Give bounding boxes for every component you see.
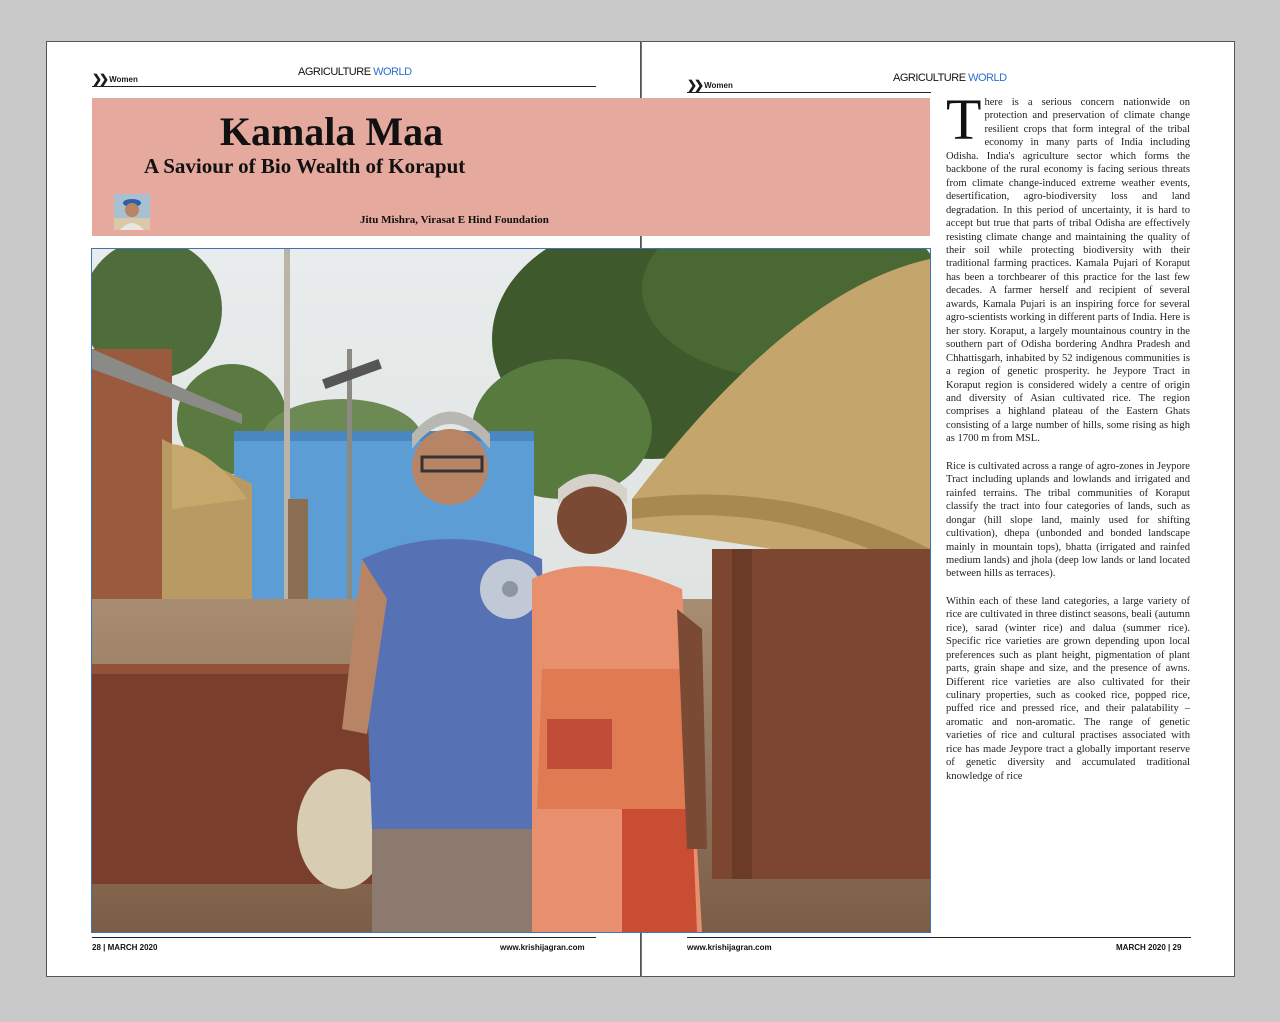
header-rule bbox=[92, 86, 596, 87]
article-title: Kamala Maa bbox=[219, 109, 444, 154]
right-page-number: MARCH 2020 | 29 bbox=[1116, 943, 1182, 952]
masthead-accent: WORLD bbox=[968, 72, 1007, 84]
paragraph: There is a serious concern nationwide on protection and preservation of climate change resilient crops that form integral of the tribal economy in many parts of India including Odisha. India's agriculture sector which forms the backbone of the rural economy is facing serious threats from climate change-induced extreme weather events, desertification, agro-biodiversity loss and land degradation. In this period of uncertainty, it is hard to accept but true that parts of tribal Odisha are effectively resisting climate change and maintaining the quality of their soil while protecting biodiversity with their traditional farming practices. Kamala Pujari of Koraput has been a torchbearer of this practice for the last few decades. A farmer herself and recipient of several awards, Kamala Pujari is an inspiring force for several agro-scientists working in different parts of India. Here is her story. Koraput, a largely mountainous country in the southern part of Odisha bordering Andhra Pradesh and Chhattisgarh, inhabited by 52 indigenous communities is a region of genetic prosperity. he Jeypore Tract in Koraput region is considered widely a centre of origin and diversity of Asian cultivated rice. The region comprises a highland plateau of the Eastern Ghats consisting of a large number of hills, some rising as high as 1700 m from MSL. bbox=[946, 87, 1190, 445]
article-photo bbox=[92, 249, 930, 932]
masthead bbox=[893, 72, 1007, 84]
paragraph: Rice is cultivated across a range of agro-zones in Jeypore Tract including uplands and lowlands and irrigated and rainfed terrains. The tribal communities of Koraput classify the tract into four categories of lands, such as dongar (hill slope land, mainly used for shifting cultivation), dhepa (unbonded and bonded landscape mainly in mountain tops), bhatta (irrigated and rainfed medium lands) and jhola (deep low lands or land located between hills as terraces). bbox=[946, 460, 1190, 580]
section-label: ❯❯ Women bbox=[92, 72, 138, 86]
double-chevron-icon: ❯❯ bbox=[92, 72, 107, 86]
left-page-number: 28 | MARCH 2020 bbox=[92, 943, 158, 952]
masthead-main: AGRICULTURE bbox=[298, 66, 371, 78]
article-body bbox=[946, 87, 1190, 797]
double-chevron-icon: ❯❯ bbox=[687, 78, 702, 92]
author-avatar bbox=[114, 194, 150, 230]
left-site-url[interactable]: www.krishijagran.com bbox=[500, 943, 585, 952]
footer-rule bbox=[92, 937, 596, 938]
masthead-main: AGRICULTURE bbox=[893, 72, 966, 84]
article-subtitle: A Saviour of Bio Wealth of Koraput bbox=[144, 154, 466, 178]
header-rule bbox=[687, 92, 931, 93]
footer-rule bbox=[687, 937, 1191, 938]
title-band bbox=[92, 98, 930, 236]
masthead bbox=[298, 66, 412, 78]
right-site-url[interactable]: www.krishijagran.com bbox=[687, 943, 772, 952]
section-label: ❯❯ Women bbox=[687, 78, 733, 92]
paragraph: Within each of these land categories, a large variety of rice are cultivated in three distinct seasons, beali (autumn rice), sarad (winter rice) and dalua (summer rice). Specific rice varieties are grown depending upon local preferences such as plant height, pigmentation of plant parts, grain shape and size, and the presence of awns. Different rice varieties are also cultivated for their culinary properties, such as cooked rice, popped rice, puffed rice and pressed rice, and their palatability – aromatic and non-aromatic. The range of genetic varieties of rice and cultural practises associated with rice has made Jeypore tract a globally important reserve of genetic diversity and accumulated traditional knowledge of rice bbox=[946, 595, 1190, 782]
masthead-accent: WORLD bbox=[373, 66, 412, 78]
drop-cap: T bbox=[946, 87, 982, 152]
author-byline: Jitu Mishra, Virasat E Hind Foundation bbox=[360, 214, 549, 226]
